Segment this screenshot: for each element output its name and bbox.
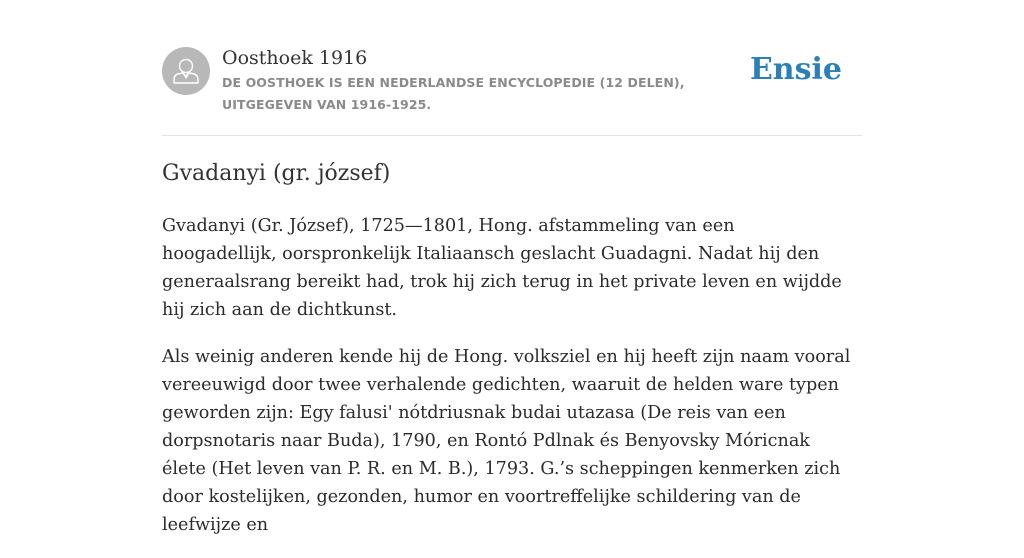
article-body xyxy=(162,212,852,558)
ensie-logo[interactable]: Ensie xyxy=(749,52,842,87)
source-header xyxy=(162,44,862,124)
source-description: DE OOSTHOEK IS EEN NEDERLANDSE ENCYCLOPEDIE (12 DELEN), UITGEGEVEN VAN 1916-1925. xyxy=(222,75,685,112)
user-icon xyxy=(162,47,210,95)
header-divider xyxy=(162,135,862,136)
source-info xyxy=(222,44,762,116)
article-paragraph: Als weinig anderen kende hij de Hong. volksziel en hij heeft zijn naam vooral vereeuwigd door twee verhalende gedichten, waaruit de helden ware typen geworden zijn: Egy falusi' nótdriusnak budai utazasa (De reis van een dorpsnotaris naar Buda), 1790, en Rontó Pdlnak és Benyovsky Móricnak élete (Het leven van P. R. en M. B.), 1793. G.’s scheppingen kenmerken zich door kostelijken, gezonden, humor en voortreffelijke schildering van de leefwijze en xyxy=(162,347,851,535)
article-title: Gvadanyi (gr. józsef) xyxy=(162,161,391,186)
avatar[interactable] xyxy=(162,47,210,95)
source-title[interactable]: Oosthoek 1916 xyxy=(222,47,368,69)
article-paragraph: Gvadanyi (Gr. József), 1725—1801, Hong. afstammeling van een hoogadellijk, oorspronkelijk Italiaansch geslacht Guadagni. Nadat hij den generaalsrang bereikt had, trok hij zich terug in het private leven en wijdde hij zich aan de dichtkunst. xyxy=(162,216,842,320)
